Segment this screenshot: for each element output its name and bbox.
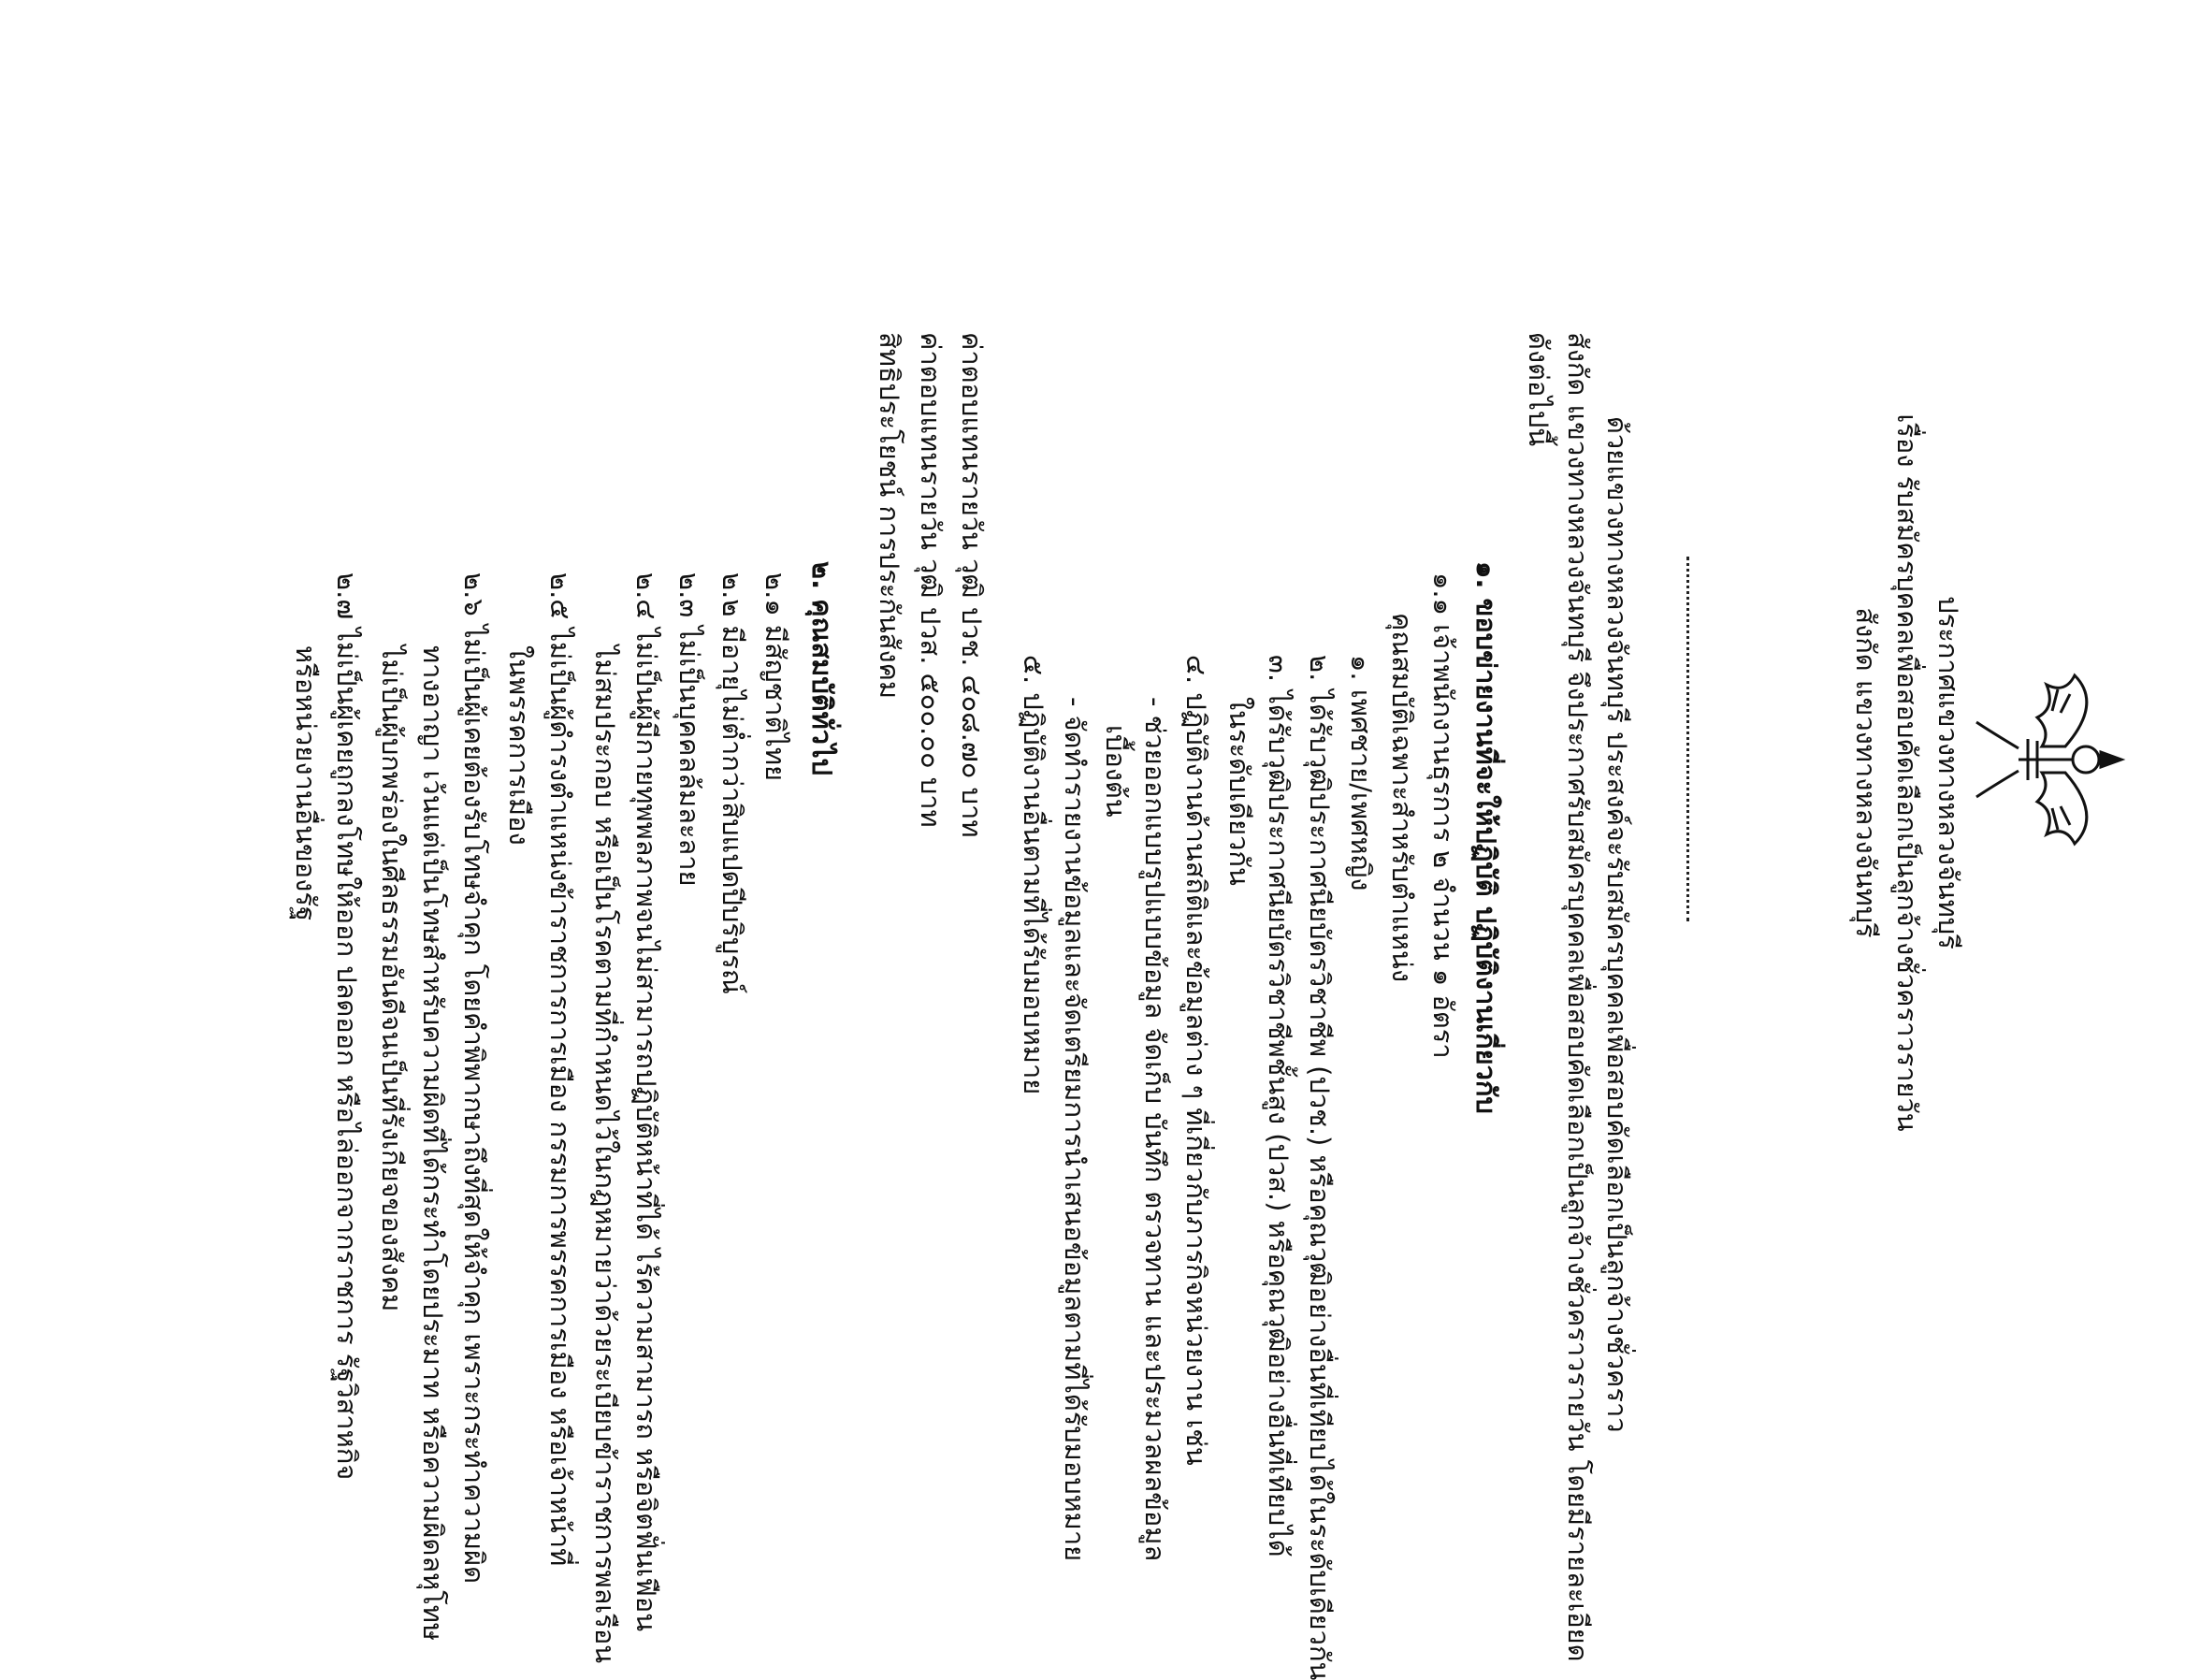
garuda-emblem-icon <box>1972 666 2159 853</box>
benefit-line: สิทธิประโยชน์ การประกันสังคม <box>874 332 905 700</box>
general-qual-2-6-cont-2: ไม่เป็นผู้บกพร่องในศีลธรรมอันดีจนเป็นที่รังเกียจของสังคม <box>376 645 408 1312</box>
header-subject-line: เรื่อง รับสมัครบุคคลเพื่อสอบคัดเลือกเป็นลูกจ้างชั่วคราวรายวัน <box>1891 413 1923 1132</box>
general-qual-2-4-cont: ไม่สมประกอบ หรือเป็นโรคตามที่กำหนดไว้ในกฎหมายว่าด้วยระเบียบข้าราชการพลเรือน <box>589 645 621 1664</box>
general-qual-2-5-cont: ในพรรคการเมือง <box>503 645 535 846</box>
wage-line-1: ค่าตอบแทนรายวัน วุฒิ ปวช. ๔๐๘.๗๐ บาท <box>956 332 988 838</box>
qualification-item-4: ๔. ปฏิบัติงานด้านสถิติและข้อมูลต่าง ๆ ที่เกี่ยวกับภารกิจหน่วยงาน เช่น <box>1180 655 1212 1466</box>
general-qual-2-1: ๒.๑ มีสัญชาติไทย <box>760 572 791 781</box>
qualification-item-3: ๓. ได้รับวุฒิประกาศนียบัตรวิชาชีพชั้นสูง (ปวส.) หรือคุณวุฒิอย่างอื่นที่เทียบได้ <box>1263 655 1295 1557</box>
general-qual-2-5: ๒.๕ ไม่เป็นผู้ดำรงตำแหน่งข้าราชการการเมือง กรรมการพรรคการเมือง หรือเจ้าหน้าที่ <box>544 572 576 1567</box>
header-affiliation-line: สังกัด แขวงทางหลวงจันทบุรี <box>1850 607 1882 938</box>
intro-line-2: สังกัด แขวงทางหลวงจันทบุรี จึงประกาศรับสมัครบุคคลเพื่อสอบคัดเลือกเป็นลูกจ้างชั่วคราวรายวัน โดยมีรายละเอียด <box>1562 332 1594 1662</box>
header-line-1: ประกาศแขวงทางหลวงจันทบุรี <box>1932 596 1964 949</box>
qualification-item-1: ๑. เพศชาย/เพศหญิง <box>1345 655 1377 891</box>
position-line: ๑.๑ เจ้าพนักงานธุรการ ๒ จำนวน ๑ อัตรา <box>1427 572 1459 1059</box>
qualification-item-4-bullet-2: - จัดทำรายงานข้อมูลและจัดเตรียมการนำเสนอข้อมูลตามที่ได้รับมอบหมาย <box>1059 697 1091 1562</box>
wage-line-2: ค่าตอบแทนรายวัน วุฒิ ปวส. ๕๐๐.๐๐ บาท <box>915 332 947 828</box>
general-qual-2-6: ๒.๖ ไม่เป็นผู้เคยต้องรับโทษจำคุก โดยคำพิพากษาถึงที่สุดให้จำคุก เพราะกระทำความผิด <box>458 572 490 1584</box>
qualification-item-5: ๕. ปฏิบัติงานอื่นตามที่ได้รับมอบหมาย <box>1018 655 1049 1095</box>
general-qual-2-3: ๒.๓ ไม่เป็นบุคคลล้มละลาย <box>673 572 705 887</box>
section-1-heading: ๑. ขอบข่ายงานที่จะให้ปฏิบัติ ปฏิบัติงานเกี่ยวกับ <box>1470 561 1502 1114</box>
intro-line-1: ด้วยแขวงทางหลวงจันทบุรี ประสงค์จะรับสมัครบุคคลเพื่อสอบคัดเลือกเป็นลูกจ้างชั่วคราว <box>1601 416 1633 1433</box>
qualification-item-4-bullet-1-cont: เบื้องต้น <box>1100 725 1132 818</box>
qualification-item-4-bullet-1: - ช่วยออกแบบรูปแบบข้อมูล จัดเก็บ บันทึก ตรวจทาน และประมวลผลข้อมูล <box>1139 697 1171 1562</box>
dotted-divider <box>1686 557 1689 921</box>
qualification-heading: คุณสมบัติเฉพาะสำหรับตำแหน่ง <box>1386 613 1418 982</box>
general-qual-2-7-cont: หรือหน่วยงานอื่นของรัฐ <box>290 645 322 921</box>
qualification-item-3-cont: ในระดับเดียวกัน <box>1223 697 1255 886</box>
general-qual-2-6-cont-1: ทางอาญา เว้นแต่เป็นโทษสำหรับความผิดที่ได้กระทำโดยประมาท หรือความผิดลหุโทษ <box>417 645 449 1642</box>
qualification-item-2: ๒. ได้รับวุฒิประกาศนียบัตรวิชาชีพ (ปวช.) หรือคุณวุฒิอย่างอื่นที่เทียบได้ในระดับเดียวกัน <box>1304 655 1336 1680</box>
general-qual-2-2: ๒.๒ มีอายุไม่ต่ำกว่าสิบแปดปีบริบูรณ์ <box>716 572 748 994</box>
general-qual-2-4: ๒.๔ ไม่เป็นผู้มีกายทุพพลภาพจนไม่สามารถปฏิบัติหน้าที่ได้ ไร้ความสามารถ หรือจิตฟั่นเฟือน <box>630 572 662 1632</box>
intro-line-3: ดังต่อไปนี้ <box>1523 332 1555 447</box>
general-qual-2-7: ๒.๗ ไม่เป็นผู้เคยถูกลงโทษให้ออก ปลดออก หรือไล่ออกจากราชการ รัฐวิสาหกิจ <box>331 572 363 1481</box>
section-2-heading: ๒. คุณสมบัติทั่วไป <box>806 561 838 775</box>
